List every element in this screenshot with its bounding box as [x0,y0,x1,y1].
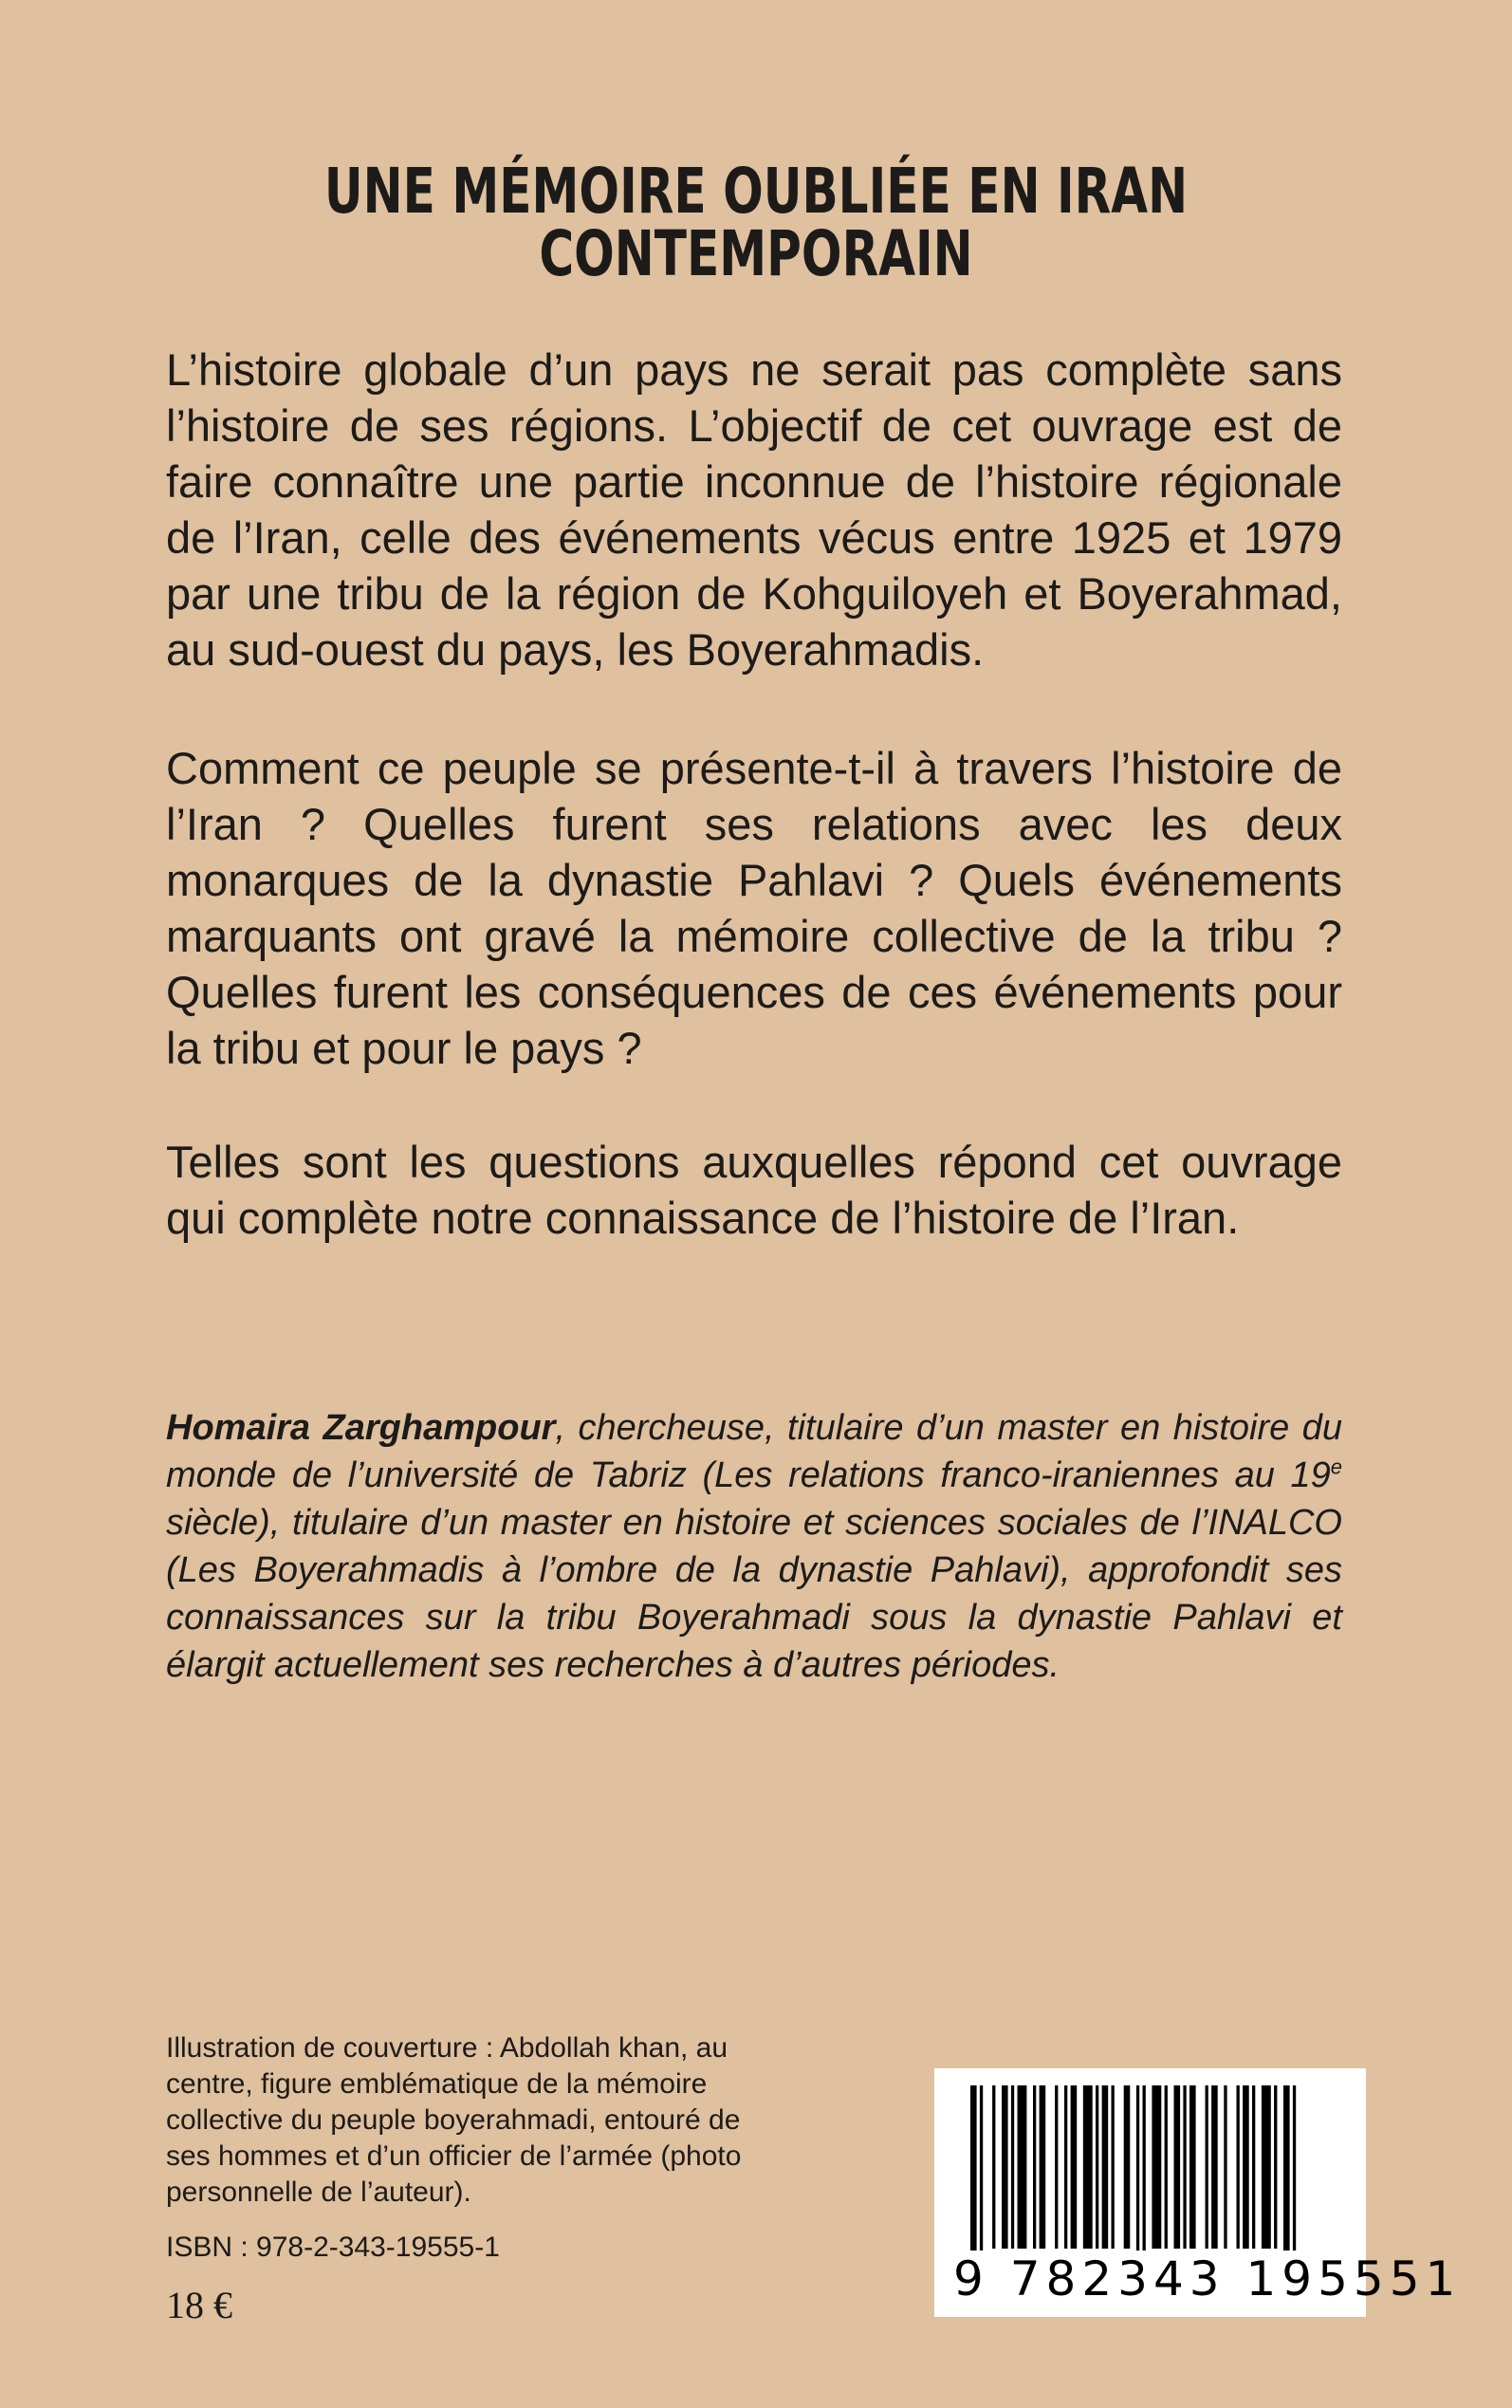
barcode-bar [1083,2085,1093,2249]
barcode-bar [1274,2085,1277,2249]
barcode-bar [1064,2085,1067,2249]
barcode-bar [1283,2085,1290,2272]
barcode-bar [1183,2085,1186,2249]
barcode-bar [1211,2085,1218,2249]
price: 18 € [166,2284,232,2326]
summary-paragraph-1: L’histoire globale d’un pays ne serait pas complète sans l’histoire de ses régions. L’objectif de cet ouvrage est de faire connaître une partie inconnue de l’histoire régionale de l’Iran, celle des événements vécus entre 1925 et 1979 par une tribu de la région de Kohguiloyeh et Boyerahmad, au sud-ouest du pays, les Boyerahmadis. [166,344,1342,675]
barcode-bar [1174,2085,1181,2249]
barcode-bar [980,2085,983,2272]
barcode-bar [1096,2085,1098,2249]
barcode-bar [1124,2085,1131,2249]
barcode-bar [970,2085,977,2272]
barcode-bar [1033,2085,1036,2249]
barcode-bar [1252,2085,1255,2249]
barcode-bar [1055,2085,1058,2249]
author-bio-text-1: , chercheuse, titulaire d’un master en histoire du monde de l’université de Tabriz (Les relations franco-iraniennes au 19 [166,1408,1342,1495]
barcode-bar [1040,2085,1046,2249]
isbn: ISBN : 978-2-343-19555-1 [166,2232,500,2263]
barcode-bar [1262,2085,1271,2249]
barcode-bar [1143,2085,1146,2272]
book-title: UNE MÉMOIRE OUBLIÉE EN IRAN CONTEMPORAIN [323,155,1189,291]
barcode-bar [1165,2085,1168,2249]
barcode-bar [1102,2085,1109,2249]
summary-paragraph-3: Telles sont les questions auxquelles répond cet ouvrage qui complète notre connaissance de l’histoire de l’Iran. [166,1137,1342,1243]
barcode-bar [1293,2085,1296,2272]
author-bio-text-2: siècle), titulaire d’un master en histoire et sciences sociales de l’INALCO (Les Boyerahmadis à l’ombre de la dynastie Pahlavi), approfondit ses connaissances sur la tribu Boyerahmadi sous la dynastie Pahlavi et élargit actuellement ses recherches à d’autres périodes. [166,1503,1342,1685]
barcode-bar [1002,2085,1008,2249]
author-name: Homaira Zarghampour [166,1408,556,1448]
barcode-bar [1243,2085,1249,2249]
barcode-digits: 9 782343 195551 [953,2251,1462,2306]
barcode-bar [1071,2085,1078,2249]
author-bio-superscript: e [1330,1454,1342,1479]
barcode-bar [1206,2085,1208,2249]
barcode-bar [1112,2085,1115,2249]
barcode-bar [1224,2085,1226,2249]
barcode-bar [1011,2085,1014,2249]
barcode-bar [1152,2085,1161,2249]
barcode-bar [1018,2085,1027,2249]
summary-paragraph-2: Comment ce peuple se présente-t-il à travers l’histoire de l’Iran ? Quelles furent ses relations avec les deux monarques de la dynastie Pahlavi ? Quels événements marquants ont gravé la mémoire collective de la tribu ? Quelles furent les conséquences de ces événements pour la tribu et pour le pays ? [166,743,1342,1073]
barcode-bar [1237,2085,1240,2249]
cover-illustration-credit: Illustration de couverture : Abdollah khan, au centre, figure emblématique de la mémoire collective du peuple boyerahmadi, entouré de ses hommes et d’un officier de l’armée (photo personnelle de l’auteur). [166,2032,742,2208]
barcode-bar [1189,2085,1196,2249]
author-bio [166,1404,1342,1689]
barcode-bar [1136,2085,1139,2272]
barcode [934,2068,1462,2317]
barcode-bar [992,2085,995,2249]
